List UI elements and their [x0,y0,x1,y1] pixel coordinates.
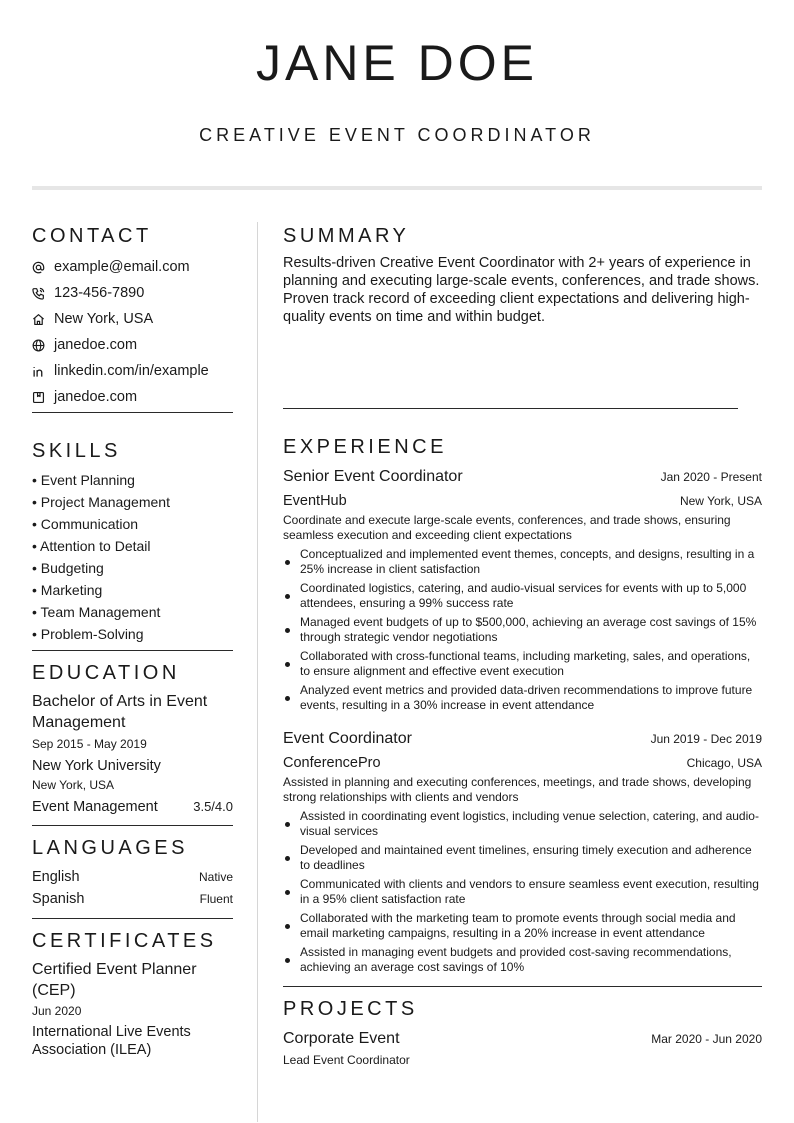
skill-item: • Budgeting [32,560,104,576]
education-gpa: 3.5/4.0 [193,799,233,814]
job-bullet: Assisted in coordinating event logistics, including venue selection, catering, and audio-visual services [283,809,762,839]
linkedin-icon [32,365,54,378]
column-divider [257,222,258,1122]
job-location: New York, USA [679,494,762,508]
summary-divider [283,408,738,409]
job-description: Coordinate and execute large-scale events, conferences, and trade shows, ensuring seamless execution and exceeding client expectations [283,513,731,542]
home-icon [32,313,54,326]
at-icon [32,261,54,274]
language-level: Native [198,869,233,884]
education-school: New York University [32,758,161,774]
education-field: Event Management [32,799,158,815]
contact-portfolio[interactable] [32,384,233,410]
job-company: EventHub [283,493,347,509]
education-degree: Bachelor of Arts in Event Management [32,693,208,731]
job-description: Assisted in planning and executing conferences, meetings, and trade shows, developing strong relationships with clients and vendors [283,775,752,804]
languages-divider [32,918,233,919]
contact-title: CONTACT [32,225,152,247]
job-location: Chicago, USA [686,756,762,770]
project-dates: Mar 2020 - Jun 2020 [651,1032,762,1046]
certificates-section [32,927,233,1059]
contact-phone-text: 123-456-7890 [54,285,145,301]
right-column [283,222,762,1068]
contact-website-text: janedoe.com [54,337,138,353]
contact-portfolio-text: janedoe.com [54,389,138,405]
education-dates: Sep 2015 - May 2019 [32,737,147,751]
skills-divider [32,650,233,651]
certificates-title: CERTIFICATES [32,930,217,952]
experience-divider [283,986,762,987]
skill-item: • Problem-Solving [32,626,144,642]
job-subheader [283,751,762,775]
projects-title: PROJECTS [283,998,418,1020]
job-bullet: Collaborated with the marketing team to promote events through social media and email marketing campaigns, resulting in a 20% increase in event attendance [283,911,762,941]
contact-email-text: example@email.com [54,259,190,275]
left-column [32,222,233,1059]
job-subheader [283,489,762,513]
contact-location [32,306,233,332]
certificate-date: Jun 2020 [32,1004,82,1018]
job-bullet: Analyzed event metrics and provided data-driven recommendations to improve future events, resulting in a 30% increase in event attendance [283,683,762,713]
contact-website[interactable] [32,332,233,358]
job-bullet: Coordinated logistics, catering, and audio-visual services for events with up to 5,000 attendees, ensuring a 99% success rate [283,581,762,611]
certificate-issuer: International Live Events Association (ILEA) [32,1024,191,1058]
skill-item: • Team Management [32,604,161,620]
summary-text: Results-driven Creative Event Coordinator with 2+ years of experience in planning and executing large-scale events, conferences, and trade shows. Proven track record of exceeding client expectations and delivering high-quality events on time and within budget. [283,255,760,325]
globe-icon [32,339,54,352]
contact-linkedin[interactable] [32,358,233,384]
job-header [283,465,762,489]
skill-item: • Attention to Detail [32,538,151,554]
job-dates: Jun 2019 - Dec 2019 [650,732,762,746]
job-bullet: Developed and maintained event timelines, ensuring timely execution and adherence to deadlines [283,843,762,873]
resume-role: CREATIVE EVENT COORDINATOR [199,125,595,145]
projects-section [283,995,762,1068]
contact-email[interactable] [32,254,233,280]
skills-title: SKILLS [32,440,121,462]
job-dates: Jan 2020 - Present [660,470,762,484]
job-header [283,727,762,751]
language-level: Fluent [199,891,233,906]
language-row [32,888,233,910]
job-bullet: Conceptualized and implemented event themes, concepts, and designs, resulting in a 25% increase in client satisfaction [283,547,762,577]
education-location: New York, USA [32,778,115,792]
project-role: Lead Event Coordinator [283,1053,410,1067]
job-title: Senior Event Coordinator [283,468,463,485]
languages-section [32,834,233,919]
languages-title: LANGUAGES [32,837,188,859]
skills-section [32,437,233,651]
education-section [32,659,233,826]
job-company: ConferencePro [283,755,381,771]
job-title: Event Coordinator [283,730,412,747]
job-bullet: Managed event budgets of up to $500,000, achieving an average cost savings of 15% through strategic vendor negotiations [283,615,762,645]
contact-location-text: New York, USA [54,311,154,327]
job-bullet: Collaborated with cross-functional teams, including marketing, sales, and operations, to ensure alignment and effective event execution [283,649,762,679]
project-header [283,1027,762,1051]
contact-divider [32,412,233,413]
skill-item: • Project Management [32,494,170,510]
education-field-row [32,797,233,817]
job-bullet: Communicated with clients and vendors to ensure seamless event execution, resulting in a 95% client satisfaction rate [283,877,762,907]
experience-section [283,433,762,987]
language-row [32,866,233,888]
job-entry [283,727,762,975]
project-name: Corporate Event [283,1030,400,1047]
language-name: English [32,869,80,885]
experience-title: EXPERIENCE [283,436,447,458]
contact-linkedin-text: linkedin.com/in/example [54,363,209,379]
job-bullets [283,809,762,975]
resume-name: JANE DOE [255,35,539,91]
education-title: EDUCATION [32,662,180,684]
language-name: Spanish [32,891,85,907]
certificate-name: Certified Event Planner (CEP) [32,961,197,999]
contact-section [32,222,233,413]
header-divider [32,186,762,190]
job-entry [283,465,762,713]
portfolio-icon [32,391,54,404]
summary-title: SUMMARY [283,225,410,247]
skill-item: • Communication [32,516,139,532]
contact-phone[interactable] [32,280,233,306]
summary-section [283,222,762,409]
skill-item: • Event Planning [32,472,135,488]
job-bullet: Assisted in managing event budgets and provided cost-saving recommendations, achieving an average cost savings of 10% [283,945,762,975]
education-divider [32,825,233,826]
skill-item: • Marketing [32,582,103,598]
phone-icon [32,287,54,300]
job-bullets [283,547,762,713]
